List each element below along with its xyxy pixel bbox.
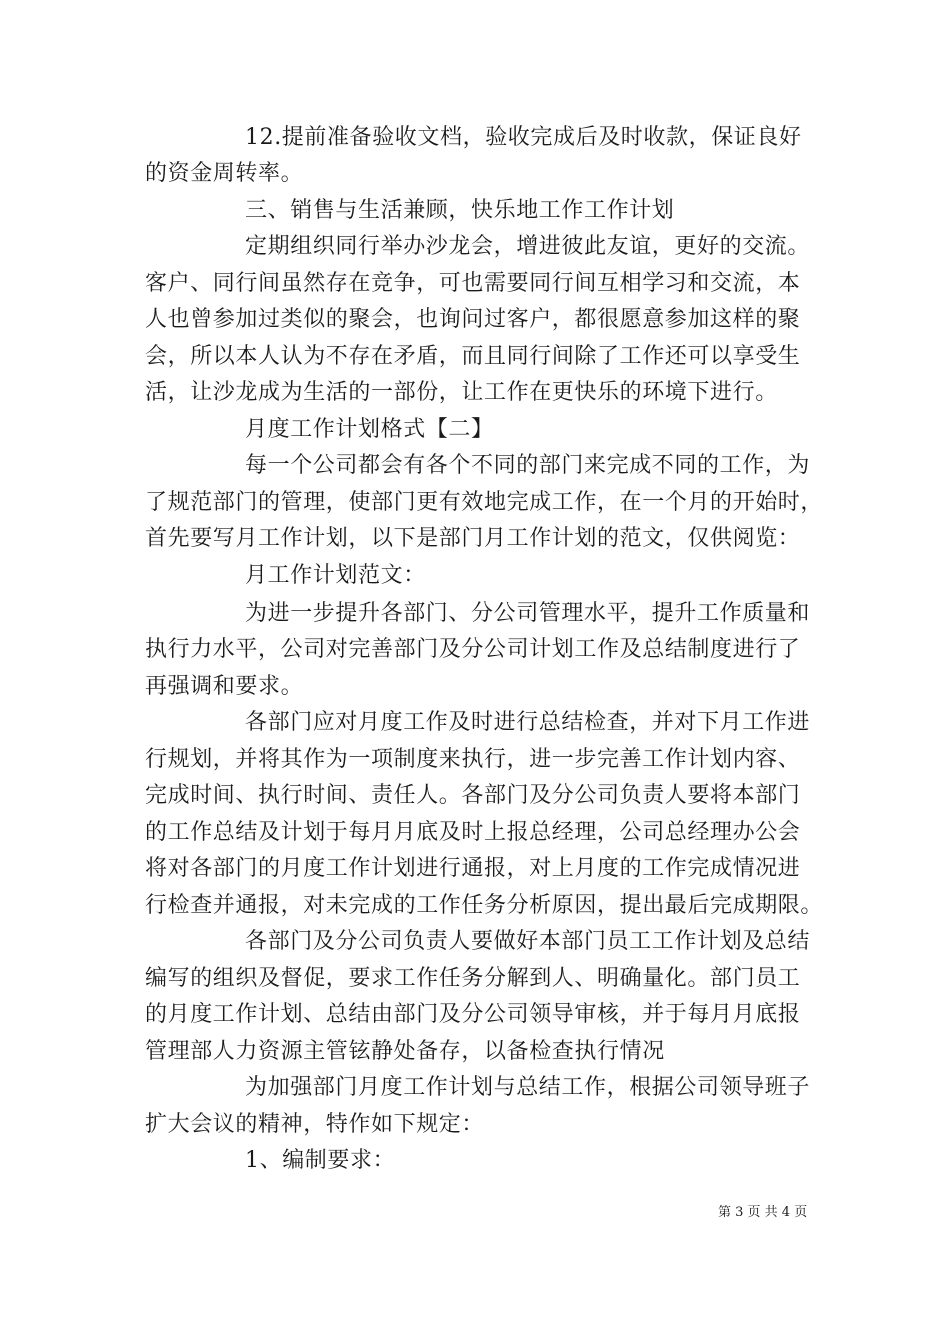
text-line: 管理部人力资源主管铉静处备存，以备检查执行情况: [145, 1039, 665, 1064]
text-line: 人也曾参加过类似的聚会，也询问过客户，都很愿意参加这样的聚: [145, 307, 801, 332]
text-line: 为加强部门月度工作计划与总结工作，根据公司领导班子: [245, 1075, 811, 1100]
text-line: 执行力水平，公司对完善部门及分公司计划工作及总结制度进行了: [145, 637, 801, 662]
page-number-footer: 第 3 页 共 4 页: [718, 1205, 808, 1220]
text-line: 行检查并通报，对未完成的工作任务分析原因，提出最后完成期限。: [145, 893, 824, 918]
text-line: 的资金周转率。: [145, 161, 304, 186]
text-line: 再强调和要求。: [145, 674, 304, 699]
text-line: 定期组织同行举办沙龙会，增进彼此友谊，更好的交流。: [245, 234, 811, 259]
text-line: 客户、同行间虽然存在竞争，可也需要同行间互相学习和交流，本: [145, 271, 801, 296]
text-line: 各部门及分公司负责人要做好本部门员工工作计划及总结: [245, 929, 811, 954]
text-line: 首先要写月工作计划，以下是部门月工作计划的范文，仅供阅览：: [145, 526, 801, 551]
text-line: 活，让沙龙成为生活的一部份，让工作在更快乐的环境下进行。: [145, 380, 778, 405]
text-line: 各部门应对月度工作及时进行总结检查，并对下月工作进: [245, 710, 811, 735]
section-heading: 月度工作计划格式【二】: [245, 417, 494, 442]
text-line: 的月度工作计划、总结由部门及分公司领导审核，并于每月月底报: [145, 1002, 801, 1027]
text-line: 月工作计划范文：: [245, 563, 426, 588]
text-line: 完成时间、执行时间、责任人。各部门及分公司负责人要将本部门: [145, 783, 801, 808]
text-line: 的工作总结及计划于每月月底及时上报总经理，公司总经理办公会: [145, 820, 801, 845]
text-line: 将对各部门的月度工作计划进行通报，对上月度的工作完成情况进: [145, 856, 801, 881]
text-line: 了规范部门的管理，使部门更有效地完成工作，在一个月的开始时，: [145, 490, 824, 515]
text-line: 扩大会议的精神，特作如下规定：: [145, 1112, 485, 1137]
text-line: 编写的组织及督促，要求工作任务分解到人、明确量化。部门员工: [145, 966, 801, 991]
section-heading: 三、销售与生活兼顾，快乐地工作工作计划: [245, 198, 675, 223]
text-line: 会，所以本人认为不存在矛盾，而且同行间除了工作还可以享受生: [145, 344, 801, 369]
text-line: 为进一步提升各部门、分公司管理水平，提升工作质量和: [245, 601, 811, 626]
text-line: 行规划，并将其作为一项制度来执行，进一步完善工作计划内容、: [145, 747, 801, 772]
text-line: 12.提前准备验收文档，验收完成后及时收款，保证良好: [245, 125, 802, 150]
text-line: 每一个公司都会有各个不同的部门来完成不同的工作，为: [245, 453, 811, 478]
list-item-heading: 1、编制要求：: [245, 1148, 396, 1173]
